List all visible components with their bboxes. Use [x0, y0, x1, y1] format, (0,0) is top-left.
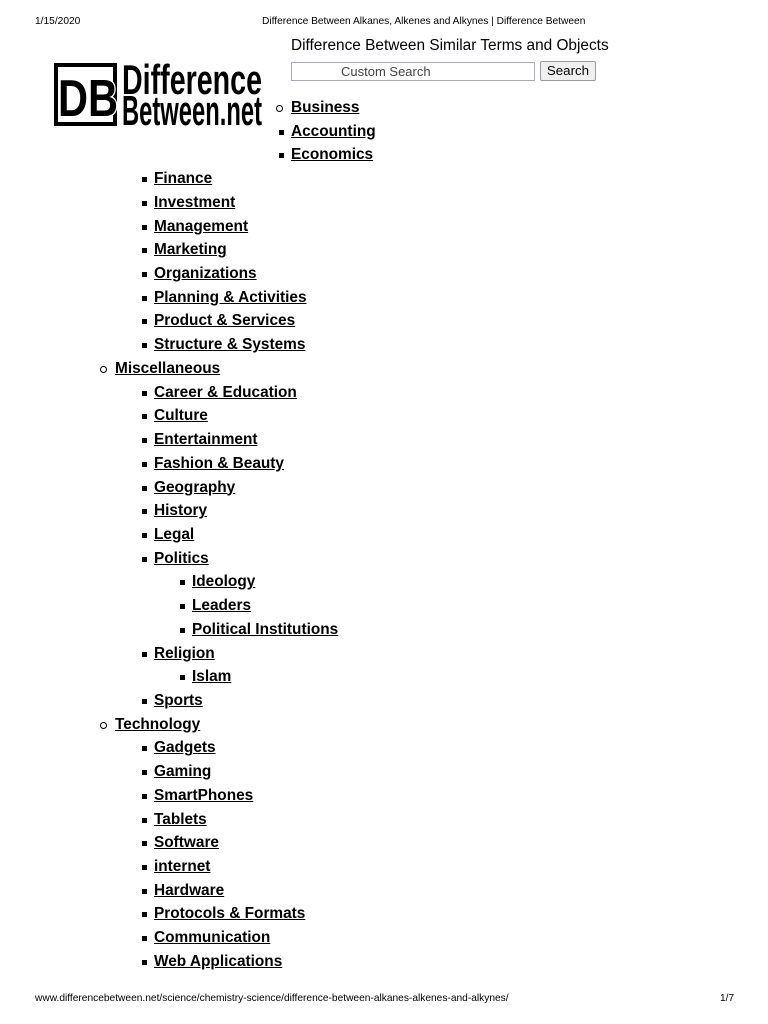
nav-item-protocols-formats	[154, 902, 768, 926]
nav-link-gaming[interactable]: Gaming	[154, 763, 212, 781]
nav-link-smartphones[interactable]: SmartPhones	[154, 786, 254, 804]
nav-item-management	[154, 215, 768, 239]
category-menu	[0, 96, 768, 974]
search-form	[291, 61, 597, 81]
nav-link-political-institutions[interactable]: Political Institutions	[192, 620, 339, 638]
nav-link-product-services[interactable]: Product & Services	[154, 312, 296, 330]
print-date: 1/15/2020	[35, 16, 81, 27]
nav-item-smartphones	[154, 784, 768, 808]
nav-link-structure-systems[interactable]: Structure & Systems	[154, 336, 306, 354]
nav-link-ideology[interactable]: Ideology	[192, 573, 256, 591]
nav-item-religion	[154, 642, 768, 689]
nav-link-accounting[interactable]: Accounting	[291, 122, 376, 140]
nav-link-finance[interactable]: Finance	[154, 170, 213, 188]
nav-link-management[interactable]: Management	[154, 217, 249, 235]
subcategory-list-religion	[154, 665, 768, 689]
nav-item-legal	[154, 523, 768, 547]
nav-link-business[interactable]: Business	[291, 99, 360, 116]
nav-item-leaders	[192, 594, 768, 618]
nav-link-islam[interactable]: Islam	[192, 668, 232, 686]
print-page-url: www.differencebetween.net/science/chemistry-science/difference-between-alkanes-alkenes-and-alkynes/	[35, 993, 509, 1004]
nav-link-technology[interactable]: Technology	[115, 715, 201, 733]
nav-link-entertainment[interactable]: Entertainment	[154, 431, 258, 449]
nav-link-economics[interactable]: Economics	[291, 146, 374, 164]
logo-wordmark-line1: Difference	[122, 58, 262, 103]
nav-item-gaming	[154, 760, 768, 784]
nav-link-leaders[interactable]: Leaders	[192, 597, 252, 615]
nav-link-gadgets[interactable]: Gadgets	[154, 739, 216, 757]
nav-item-communication	[154, 926, 768, 950]
print-page-number: 1/7	[720, 993, 735, 1004]
category-list	[0, 96, 768, 974]
nav-item-history	[154, 499, 768, 523]
nav-item-hardware	[154, 879, 768, 903]
nav-link-hardware[interactable]: Hardware	[154, 881, 225, 899]
nav-item-entertainment	[154, 428, 768, 452]
nav-item-geography	[154, 476, 768, 500]
print-page-title: Difference Between Alkanes, Alkenes and Alkynes | Difference Between	[262, 16, 586, 27]
nav-link-organizations[interactable]: Organizations	[154, 265, 257, 283]
nav-item-technology	[115, 713, 768, 974]
logo-wordmark-line2: Between.net	[122, 87, 263, 132]
subcategory-list-technology	[115, 736, 768, 973]
nav-link-religion[interactable]: Religion	[154, 644, 215, 662]
nav-item-product-services	[154, 309, 768, 333]
subcategory-list-politics	[154, 570, 768, 641]
nav-link-tablets[interactable]: Tablets	[154, 810, 207, 828]
nav-link-politics[interactable]: Politics	[154, 549, 209, 567]
nav-link-miscellaneous[interactable]: Miscellaneous	[115, 359, 221, 377]
nav-link-web-applications[interactable]: Web Applications	[154, 952, 283, 970]
subcategory-list-miscellaneous	[115, 381, 768, 713]
nav-item-career-education	[154, 381, 768, 405]
nav-link-communication[interactable]: Communication	[154, 929, 271, 947]
site-tagline: Difference Between Similar Terms and Objects	[291, 37, 609, 54]
nav-link-geography[interactable]: Geography	[154, 478, 236, 496]
nav-item-planning-activities	[154, 286, 768, 310]
nav-link-planning-activities[interactable]: Planning & Activities	[154, 288, 307, 306]
logo-monogram: DB	[58, 70, 118, 128]
nav-link-career-education[interactable]: Career & Education	[154, 383, 297, 401]
nav-link-protocols-formats[interactable]: Protocols & Formats	[154, 905, 306, 923]
nav-link-marketing[interactable]: Marketing	[154, 241, 227, 259]
nav-item-fashion-beauty	[154, 452, 768, 476]
search-input[interactable]	[291, 62, 535, 81]
nav-link-investment[interactable]: Investment	[154, 193, 236, 211]
nav-link-history[interactable]: History	[154, 502, 208, 520]
nav-item-miscellaneous	[115, 357, 768, 713]
nav-item-finance	[154, 167, 768, 191]
nav-link-software[interactable]: Software	[154, 834, 219, 852]
nav-item-organizations	[154, 262, 768, 286]
nav-link-culture[interactable]: Culture	[154, 407, 208, 425]
nav-item-marketing	[154, 238, 768, 262]
search-button[interactable]: Search	[540, 61, 596, 81]
nav-item-ideology	[192, 570, 768, 594]
nav-item-tablets	[154, 808, 768, 832]
nav-item-politics	[154, 547, 768, 642]
nav-item-political-institutions	[192, 618, 768, 642]
header-spacer	[0, 96, 291, 166]
nav-item-software	[154, 831, 768, 855]
nav-item-web-applications	[154, 950, 768, 974]
nav-item-gadgets	[154, 736, 768, 760]
nav-item-culture	[154, 404, 768, 428]
nav-link-internet[interactable]: internet	[154, 858, 211, 875]
nav-item-islam	[192, 665, 768, 689]
nav-item-structure-systems	[154, 333, 768, 357]
nav-item-internet	[154, 855, 768, 879]
nav-link-legal[interactable]: Legal	[154, 525, 195, 543]
nav-item-investment	[154, 191, 768, 215]
nav-link-sports[interactable]: Sports	[154, 691, 203, 709]
nav-link-fashion-beauty[interactable]: Fashion & Beauty	[154, 454, 284, 472]
nav-item-sports	[154, 689, 768, 713]
